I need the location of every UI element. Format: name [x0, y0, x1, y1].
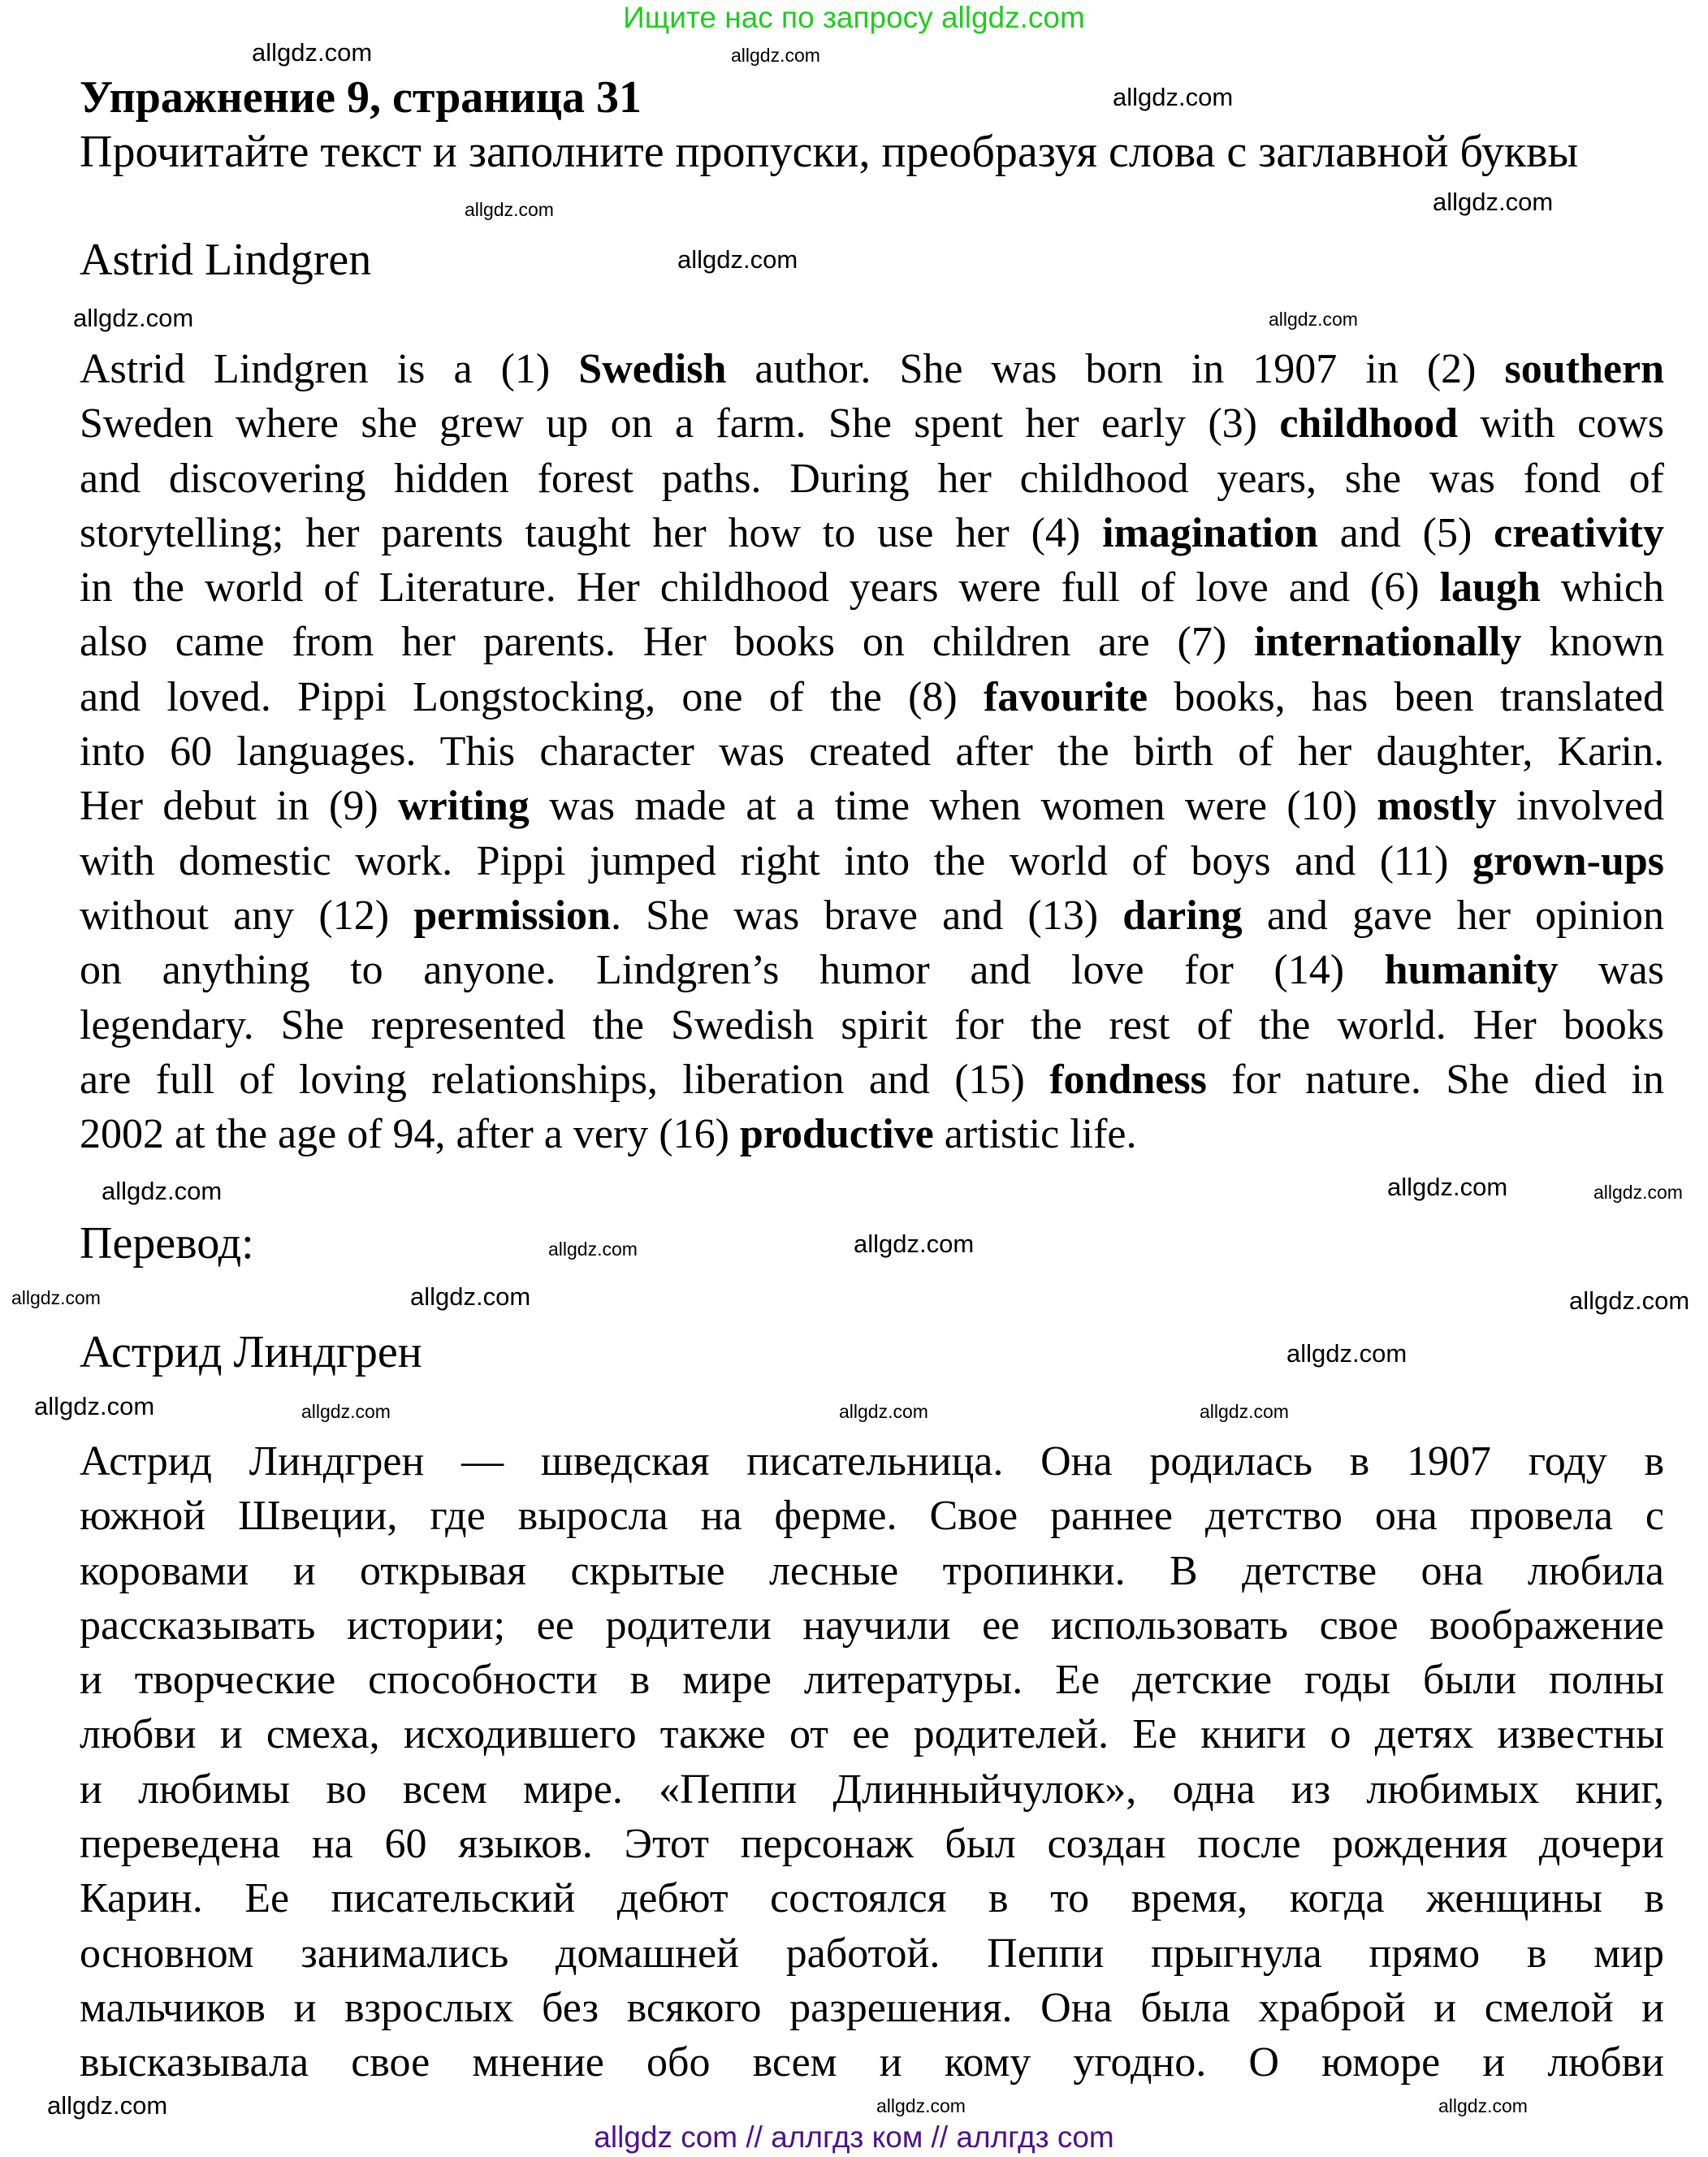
top-banner-link[interactable]: Ищите нас по запросу allgdz.com: [623, 1, 1085, 34]
watermark: allgdz.com: [1200, 1401, 1289, 1422]
text-segment: artistic life.: [933, 1111, 1137, 1158]
text-segment: legendary. She represented the Swedish spirit for the rest of the world. Her books: [80, 1001, 1664, 1048]
watermark: allgdz.com: [1269, 309, 1358, 330]
text-segment: on anything to anyone. Lindgren’s humor and love for (14): [80, 947, 1385, 994]
english-paragraph: [80, 342, 1664, 1161]
watermark: allgdz.com: [465, 199, 554, 220]
text-line: [80, 452, 1664, 506]
watermark: allgdz.com: [839, 1401, 928, 1422]
text-line: [80, 506, 1664, 560]
text-segment: into 60 languages. This character was created after the birth of her daughter, Karin.: [80, 728, 1664, 776]
instruction-text: Прочитайте текст и заполните пропуски, преобразуя слова с заглавной буквы: [80, 127, 1579, 177]
text-line: мальчиков и взрослых без всякого разрешения. Она была храброй и смелой и: [80, 1984, 1664, 2031]
answer-word: internationally: [1254, 619, 1522, 666]
text-segment: Her debut in (9): [80, 783, 399, 830]
answer-word: daring: [1122, 892, 1243, 939]
answer-word: childhood: [1279, 400, 1458, 447]
text-line: Астрид Линдгрен — шведская писательница. Она родилась в 1907 году в: [80, 1438, 1664, 1485]
text-segment: in the world of Literature. Her childhood years were full of love and (6): [80, 564, 1440, 612]
watermark: allgdz.com: [102, 1177, 223, 1205]
watermark: allgdz.com: [731, 45, 820, 66]
watermark: allgdz.com: [677, 245, 798, 274]
text-line: коровами и открывая скрытые лесные тропинки. В детстве она любила: [80, 1547, 1664, 1594]
answer-word: favourite: [983, 673, 1148, 720]
bottom-banner-link[interactable]: allgdz com // аллгдз ком // аллгдз com: [594, 2120, 1114, 2154]
russian-title: Астрид Линдгрен: [80, 1327, 422, 1377]
answer-word: mostly: [1377, 783, 1497, 830]
text-line: любви и смеха, исходившего также от ее родителей. Ее книги о детях известны: [80, 1711, 1664, 1758]
text-segment: author. She was born in 1907 in (2): [726, 346, 1505, 392]
watermark: allgdz.com: [47, 2091, 168, 2120]
translation-label: Перевод:: [80, 1218, 254, 1269]
watermark: allgdz.com: [1433, 188, 1554, 216]
text-line: рассказывать истории; ее родители научили ее использовать свое воображение: [80, 1602, 1664, 1649]
text-line: высказывала свое мнение обо всем и кому угодно. О юморе и любви: [80, 2039, 1664, 2086]
text-line: и любимы во всем мире. «Пеппи Длинныйчулок», одна из любимых книг,: [80, 1766, 1664, 1813]
answer-word: creativity: [1494, 509, 1664, 556]
text-line: [80, 342, 1664, 396]
text-line: Карин. Ее писательский дебют состоялся в то время, когда женщины в: [80, 1875, 1664, 1922]
watermark: allgdz.com: [1438, 2095, 1528, 2116]
text-segment: known: [1521, 619, 1664, 666]
watermark: allgdz.com: [301, 1401, 391, 1422]
watermark: allgdz.com: [548, 1238, 638, 1260]
watermark: allgdz.com: [410, 1282, 531, 1311]
text-segment: which: [1540, 564, 1664, 612]
text-segment: involved: [1496, 783, 1664, 830]
text-line: переведена на 60 языков. Этот персонаж был создан после рождения дочери: [80, 1821, 1664, 1868]
exercise-title: Упражнение 9, страница 31: [80, 72, 642, 123]
text-segment: Sweden where she grew up on a farm. She spent her early (3): [80, 400, 1280, 447]
text-segment: . She was brave and (13): [610, 892, 1123, 939]
text-segment: and loved. Pippi Longstocking, one of the (8): [80, 673, 984, 720]
text-line: [80, 396, 1664, 451]
text-line: [80, 834, 1664, 888]
text-segment: are full of loving relationships, liberation and (15): [80, 1056, 1050, 1103]
text-segment: books, has been translated: [1148, 673, 1664, 720]
watermark: allgdz.com: [876, 2095, 966, 2116]
russian-paragraph: [80, 1434, 1664, 2090]
text-line: южной Швеции, где выросла на ферме. Свое раннее детство она провела с: [80, 1493, 1664, 1540]
watermark: allgdz.com: [252, 38, 373, 67]
answer-word: permission: [413, 892, 611, 939]
answer-word: laugh: [1439, 564, 1541, 612]
answer-word: imagination: [1102, 509, 1318, 556]
text-segment: and (5): [1317, 509, 1494, 556]
text-line: [80, 670, 1664, 724]
english-title: Astrid Lindgren: [80, 235, 372, 285]
text-line: и творческие способности в мире литературы. Ее детские годы были полны: [80, 1657, 1664, 1704]
watermark: allgdz.com: [73, 304, 194, 332]
text-line: [80, 998, 1664, 1053]
answer-word: southern: [1504, 346, 1664, 392]
text-segment: with cows: [1457, 400, 1664, 447]
answer-word: Swedish: [578, 346, 727, 392]
answer-word: fondness: [1049, 1056, 1207, 1103]
text-segment: and discovering hidden forest paths. During her childhood years, she was fond of: [80, 455, 1664, 502]
text-line: [80, 560, 1664, 615]
text-segment: also came from her parents. Her books on children are (7): [80, 619, 1255, 666]
text-segment: was made at a time when women were (10): [529, 783, 1377, 830]
watermark: allgdz.com: [1593, 1182, 1683, 1203]
text-segment: storytelling; her parents taught her how to use her (4): [80, 509, 1103, 556]
text-line: основном занимались домашней работой. Пеппи прыгнула прямо в мир: [80, 1930, 1664, 1977]
answer-word: productive: [739, 1111, 934, 1158]
watermark: allgdz.com: [1569, 1286, 1690, 1315]
answer-word: humanity: [1384, 947, 1559, 994]
text-line: [80, 615, 1664, 669]
text-line: [80, 1107, 1664, 1161]
text-segment: and gave her opinion: [1242, 892, 1664, 939]
text-line: [80, 724, 1664, 779]
text-segment: for nature. She died in: [1206, 1056, 1664, 1103]
watermark: allgdz.com: [854, 1230, 975, 1258]
watermark: allgdz.com: [1387, 1173, 1508, 1201]
watermark: allgdz.com: [1286, 1339, 1407, 1368]
text-line: [80, 943, 1664, 997]
answer-word: writing: [398, 783, 530, 830]
text-segment: 2002 at the age of 94, after a very (16): [80, 1111, 740, 1158]
text-segment: without any (12): [80, 892, 414, 939]
answer-word: grown-ups: [1472, 837, 1664, 884]
text-line: [80, 779, 1664, 833]
watermark: allgdz.com: [1113, 83, 1234, 111]
watermark: allgdz.com: [34, 1392, 155, 1420]
text-segment: Astrid Lindgren is a (1): [80, 346, 579, 392]
text-segment: with domestic work. Pippi jumped right into the world of boys and (11): [80, 837, 1472, 884]
text-segment: was: [1558, 947, 1664, 994]
text-line: [80, 1053, 1664, 1107]
watermark: allgdz.com: [11, 1287, 101, 1308]
text-line: [80, 888, 1664, 943]
